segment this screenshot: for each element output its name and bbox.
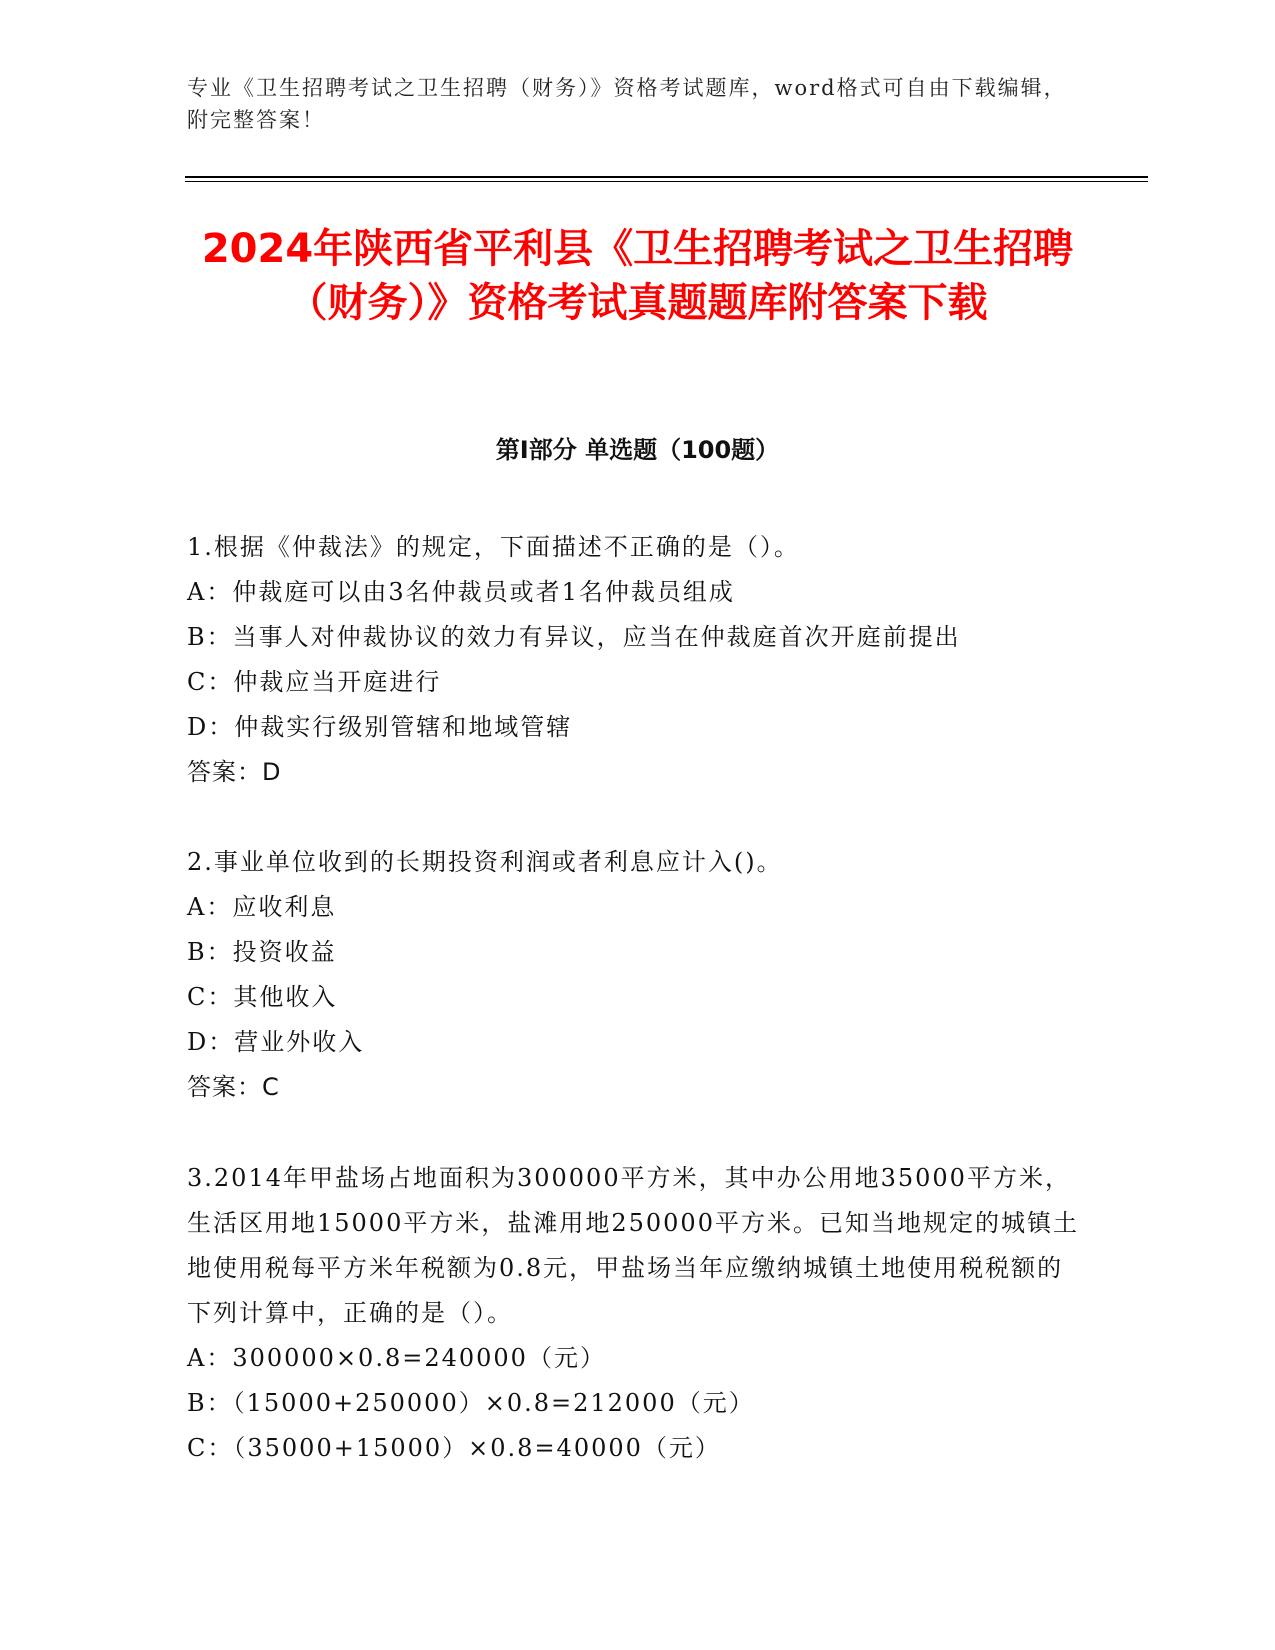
header-rule-thin	[185, 181, 1148, 182]
question-2	[187, 840, 1087, 1110]
question-stem: 3.2014年甲盐场占地面积为300000平方米，其中办公用地35000平方米，生活区用地15000平方米，盐滩用地250000平方米。已知当地规定的城镇土地使用税每平方米年税额为0.8元，甲盐场当年应缴纳城镇土地使用税税额的下列计算中，正确的是（）。	[187, 1164, 1079, 1327]
answer: 答案：D	[187, 758, 282, 786]
option-a: A：应收利息	[187, 893, 337, 921]
option-c: C：仲裁应当开庭进行	[187, 668, 442, 696]
section-heading: 第I部分 单选题（100题）	[495, 436, 780, 464]
document-title: 2024年陕西省平利县《卫生招聘考试之卫生招聘（财务）》资格考试真题题库附答案下载	[201, 226, 1074, 326]
header-rule-thick	[185, 176, 1148, 178]
option-a: A：300000×0.8=240000（元）	[187, 1344, 606, 1372]
option-b: B：（15000+250000）×0.8=212000（元）	[187, 1389, 755, 1417]
option-d: D：仲裁实行级别管辖和地域管辖	[187, 713, 573, 741]
option-c: C：其他收入	[187, 983, 338, 1011]
header-note: 专业《卫生招聘考试之卫生招聘（财务）》资格考试题库，word格式可自由下载编辑，附完整答案！	[187, 76, 1067, 132]
option-b: B：当事人对仲裁协议的效力有异议，应当在仲裁庭首次开庭前提出	[187, 623, 961, 651]
option-d: D：营业外收入	[187, 1028, 365, 1056]
question-stem: 1.根据《仲裁法》的规定，下面描述不正确的是（）。	[187, 533, 800, 561]
option-b: B：投资收益	[187, 938, 337, 966]
question-stem: 2.事业单位收到的长期投资利润或者利息应计入()。	[187, 848, 783, 876]
answer: 答案：C	[187, 1073, 280, 1101]
option-c: C：（35000+15000）×0.8=40000（元）	[187, 1434, 721, 1462]
question-1	[187, 525, 1087, 795]
option-a: A：仲裁庭可以由3名仲裁员或者1名仲裁员组成	[187, 578, 735, 606]
question-3	[187, 1156, 1087, 1471]
